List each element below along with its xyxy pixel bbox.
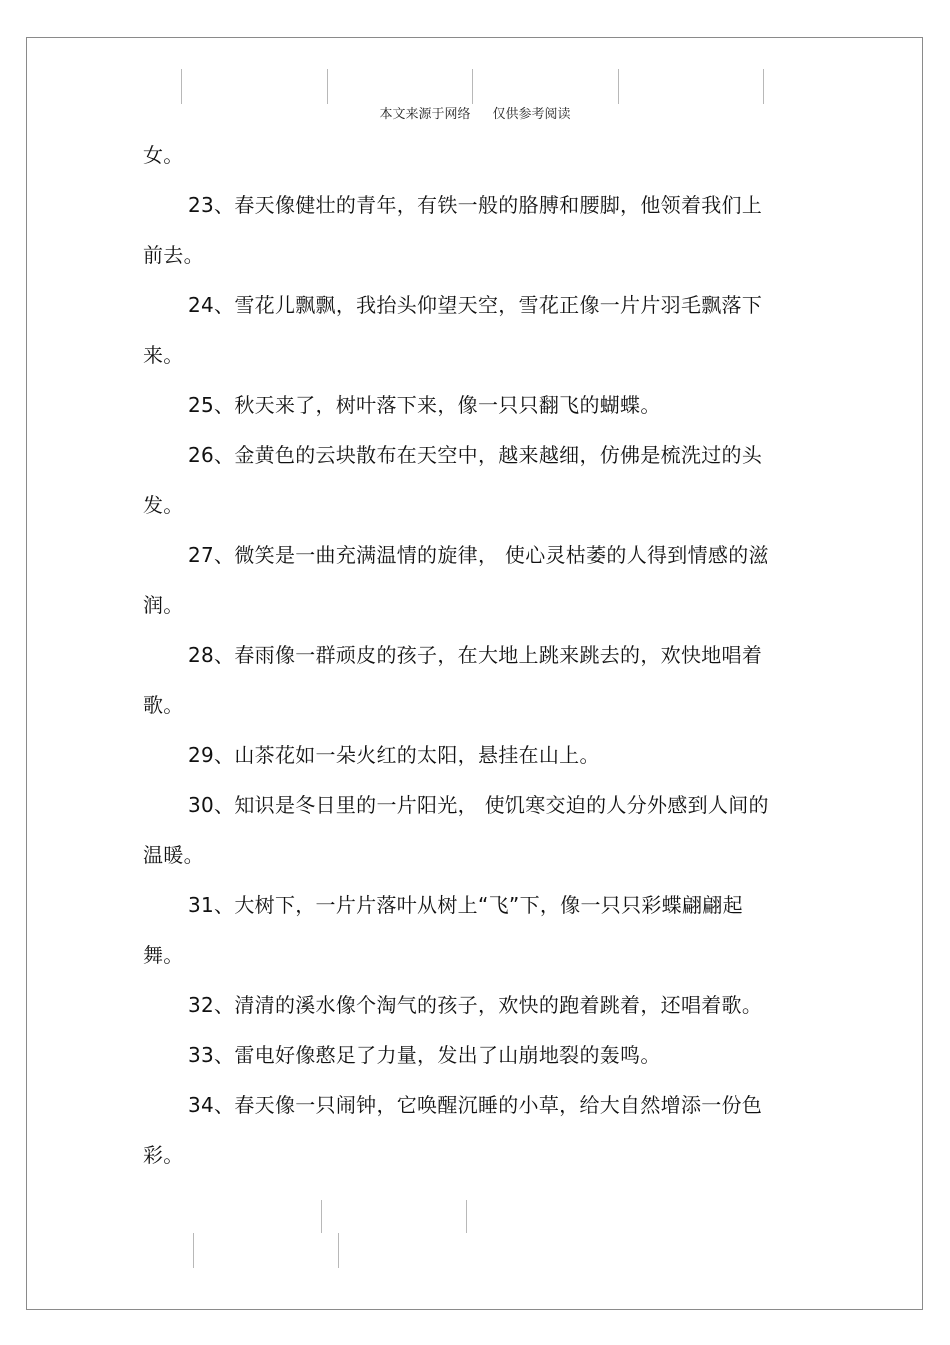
text-line: 34、春天像一只闹钟，它唤醒沉睡的小草，给大自然增添一份色 bbox=[188, 1093, 763, 1117]
text-line: 29、山茶花如一朵火红的太阳，悬挂在山上。 bbox=[188, 743, 600, 767]
text-line: 32、清清的溪水像个淘气的孩子，欢快的跑着跳着，还唱着歌。 bbox=[188, 993, 763, 1017]
text-line: 28、春雨像一群顽皮的孩子，在大地上跳来跳去的，欢快地唱着 bbox=[188, 643, 763, 667]
bottom-rule bbox=[193, 1233, 194, 1268]
text-line: 30、知识是冬日里的一片阳光， 使饥寒交迫的人分外感到人间的 bbox=[188, 793, 769, 817]
bottom-rule bbox=[338, 1233, 339, 1268]
text-line: 24、雪花儿飘飘，我抬头仰望天空，雪花正像一片片羽毛飘落下 bbox=[188, 293, 763, 317]
text-line: 女。 bbox=[143, 143, 184, 167]
bottom-rule bbox=[321, 1200, 322, 1233]
text-line: 27、微笑是一曲充满温情的旋律， 使心灵枯萎的人得到情感的滋 bbox=[188, 543, 769, 567]
text-line: 彩。 bbox=[143, 1143, 184, 1167]
text-line: 来。 bbox=[143, 343, 184, 367]
text-line: 前去。 bbox=[143, 243, 204, 267]
text-line: 25、秋天来了，树叶落下来，像一只只翻飞的蝴蝶。 bbox=[188, 393, 661, 417]
top-rule bbox=[618, 69, 619, 104]
top-rule bbox=[181, 69, 182, 104]
text-line: 发。 bbox=[143, 493, 184, 517]
source-note: 本文来源于网络 bbox=[379, 107, 471, 122]
text-line: 33、雷电好像憨足了力量，发出了山崩地裂的轰鸣。 bbox=[188, 1043, 661, 1067]
text-line: 23、春天像健壮的青年，有铁一般的胳膊和腰脚，他领着我们上 bbox=[188, 193, 763, 217]
top-rule bbox=[763, 69, 764, 104]
text-line: 温暖。 bbox=[143, 843, 204, 867]
bottom-rule bbox=[466, 1200, 467, 1233]
document-body bbox=[143, 130, 793, 1180]
text-line: 26、金黄色的云块散布在天空中，越来越细，仿佛是梳洗过的头 bbox=[188, 443, 763, 467]
text-line: 31、大树下，一片片落叶从树上“飞”下，像一只只彩蝶翩翩起 bbox=[188, 893, 743, 917]
text-line: 润。 bbox=[143, 593, 184, 617]
header-note bbox=[0, 103, 950, 122]
text-line: 歌。 bbox=[143, 693, 184, 717]
top-rule bbox=[327, 69, 328, 104]
text-line: 舞。 bbox=[143, 943, 184, 967]
reference-note: 仅供参考阅读 bbox=[492, 107, 571, 122]
top-rule bbox=[472, 69, 473, 104]
